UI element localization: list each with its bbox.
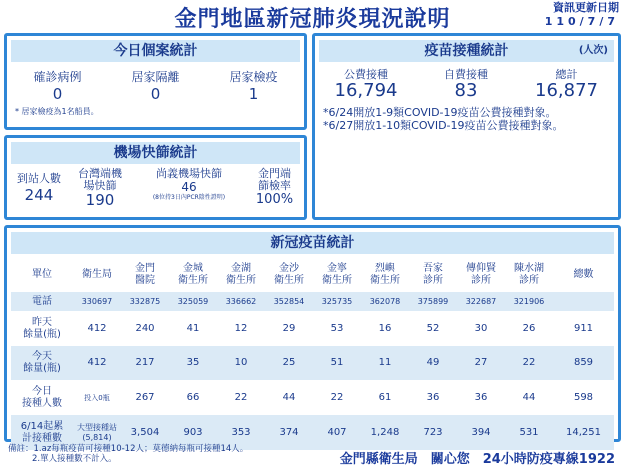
table-cell: 29 [282,322,296,334]
table-cell: 325059 [169,292,217,311]
vaccine-stock-panel [4,225,621,442]
table-cell: 11 [361,346,409,380]
table-cell: 267 [135,391,155,403]
col-header-chen: 陳水湖 診所 [514,262,544,286]
table-cell: 44 [282,391,296,403]
table-header-row [11,257,614,292]
page-title: 金門地區新冠肺炎現況說明 [174,7,451,32]
footer-hotline: 金門縣衛生局 關心您 24小時防疫專線1922 [339,452,615,467]
table-cell: 407 [313,415,361,450]
table-cell: 352854 [265,292,313,311]
table-cell: 53 [330,322,344,334]
table-cell: 44 [522,391,536,403]
footer-notes [8,444,248,464]
vaccine-stock-table [11,257,614,450]
vaccination-notes [323,106,564,132]
table-cell: 10 [217,346,265,380]
today-cases-note: * 居家檢疫為1名船員。 [15,107,99,116]
shangyi-sub: (8位持3日內PCR陰性證明) [152,194,226,201]
vaccination-heading [319,40,614,62]
table-cell: 859 [553,346,614,380]
table-cell: 投入0瓶 [84,393,110,402]
row-label-cumulative: 6/14起累 計接種數 [11,415,73,450]
public-vaccination [319,66,413,100]
table-cell: 36 [474,391,488,403]
table-cell: 336662 [217,292,265,311]
table-cell: 22 [234,391,248,403]
today-cases-heading: 今日個案統計 [11,40,300,62]
table-cell: 26 [522,322,536,334]
table-cell: 61 [378,391,392,403]
col-header-kinmen-hospital: 金門 醫院 [135,262,155,286]
vaccination-note-1: *6/24開放1-9類COVID-19疫苗公費接種對象。 [323,106,557,119]
rate-label-1: 金門端 [258,167,291,180]
table-cell: 3,504 [121,415,169,450]
taiwan-value: 190 [85,191,115,209]
taiwan-label-1: 台灣端機 [78,167,122,180]
col-header-wujia: 吾家 診所 [423,262,443,286]
table-cell: 332875 [121,292,169,311]
taiwan-screening [71,168,129,212]
update-label: 資訊更新日期 [553,1,619,14]
table-cell: 322687 [457,292,505,311]
col-header-unit: 單位 [32,268,52,280]
footer-note-2: 2.單人接種數不計入。 [32,454,117,464]
row-label-today: 今天 餘量(瓶) [11,346,73,380]
quarantine-label: 居家檢疫 [229,70,278,84]
total-value: 16,877 [535,80,598,101]
isolation-value: 0 [150,85,161,103]
table-cell: 22 [330,391,344,403]
table-row [11,346,614,380]
col-header-lieyu: 烈嶼 衛生所 [370,262,400,286]
arrivals-value: 244 [24,186,54,204]
taiwan-label-2: 場快篩 [83,179,117,192]
footer-note-1: 備註：1.az每瓶疫苗可接種10-12人；莫德納每瓶可接種14人。 [8,444,249,454]
home-isolation [109,66,202,104]
table-cell: 412 [73,346,121,380]
table-cell: 36 [426,391,440,403]
table-cell: 25 [265,346,313,380]
shangyi-label: 尚義機場快篩 [156,167,222,180]
total-vaccination [519,66,614,100]
table-cell: 903 [169,415,217,450]
table-cell: 大型接種站(5,814) [73,415,121,450]
table-cell: 51 [313,346,361,380]
confirmed-label: 確診病例 [33,70,82,84]
confirmed-value: 0 [52,85,63,103]
table-cell: 412 [87,322,107,334]
table-cell: 22 [505,346,553,380]
public-label: 公費接種 [344,68,388,81]
table-row [11,292,614,311]
arrivals [11,168,67,212]
row-label-yesterday: 昨天 餘量(瓶) [23,316,61,340]
col-header-jinning: 金寧 衛生所 [322,262,352,286]
vaccination-heading-text: 疫苗接種統計 [424,43,509,59]
table-cell: 52 [426,322,440,334]
table-cell: 325735 [313,292,361,311]
vaccination-note-2: *6/27開放1-10類COVID-19疫苗公費接種對象。 [323,119,564,132]
table-cell: 217 [121,346,169,380]
vaccine-stock-heading: 新冠疫苗統計 [11,232,614,254]
table-cell: 531 [505,415,553,450]
row-label-phone: 電話 [11,292,73,311]
table-cell: 12 [234,322,248,334]
table-cell: 16 [378,322,392,334]
quarantine-value: 1 [248,85,259,103]
col-header-jinhu: 金湖 衛生所 [226,262,256,286]
table-cell: 30 [474,322,488,334]
arrivals-label: 到站人數 [17,172,61,185]
update-date: 110/7/7 [544,15,619,28]
table-cell: 35 [169,346,217,380]
table-cell: 330697 [73,292,121,311]
rate-value: 100% [255,192,294,207]
update-info [545,1,619,29]
table-cell: 321906 [505,292,553,311]
today-cases-panel [4,33,307,130]
shangyi-value: 46 [181,180,197,194]
table-cell: 49 [409,346,457,380]
table-cell: 1,248 [361,415,409,450]
table-cell [553,292,614,311]
table-cell: 723 [409,415,457,450]
col-header-fu: 傳仰賢 診所 [466,262,496,286]
self-paid-vaccination [419,66,513,100]
rate-label-2: 篩檢率 [258,179,291,192]
table-cell: 362078 [361,292,409,311]
public-value: 16,794 [334,80,398,101]
table-cell: 374 [265,415,313,450]
confirmed-cases [11,66,104,104]
table-cell: 66 [186,391,200,403]
table-row [11,380,614,415]
col-header-jincheng: 金城 衛生所 [178,262,208,286]
table-cell: 27 [457,346,505,380]
col-header-jinsha: 金沙 衛生所 [274,262,304,286]
table-cell: 240 [135,322,155,334]
row-label-today-vaccinated: 今日 接種人數 [22,385,62,409]
table-cell: 375899 [409,292,457,311]
airport-heading: 機場快篩統計 [11,142,300,164]
self-paid-label: 自費接種 [444,68,488,81]
table-cell: 14,251 [553,415,614,450]
home-quarantine [207,66,300,104]
col-header-total: 總數 [573,268,594,280]
col-header-health-bureau: 衛生局 [82,268,112,280]
kinmen-screening-rate [249,168,300,212]
total-label: 總計 [555,68,578,81]
table-cell: 598 [573,391,594,403]
self-paid-value: 83 [454,80,478,101]
vaccination-unit: (人次) [578,45,608,56]
vaccination-panel [312,33,621,220]
isolation-label: 居家隔離 [131,70,180,84]
table-cell: 394 [457,415,505,450]
table-row [11,311,614,346]
table-cell: 41 [186,322,200,334]
table-cell: 353 [217,415,265,450]
shangyi-screening [133,168,245,212]
table-cell: 911 [573,322,594,334]
airport-panel [4,135,307,220]
